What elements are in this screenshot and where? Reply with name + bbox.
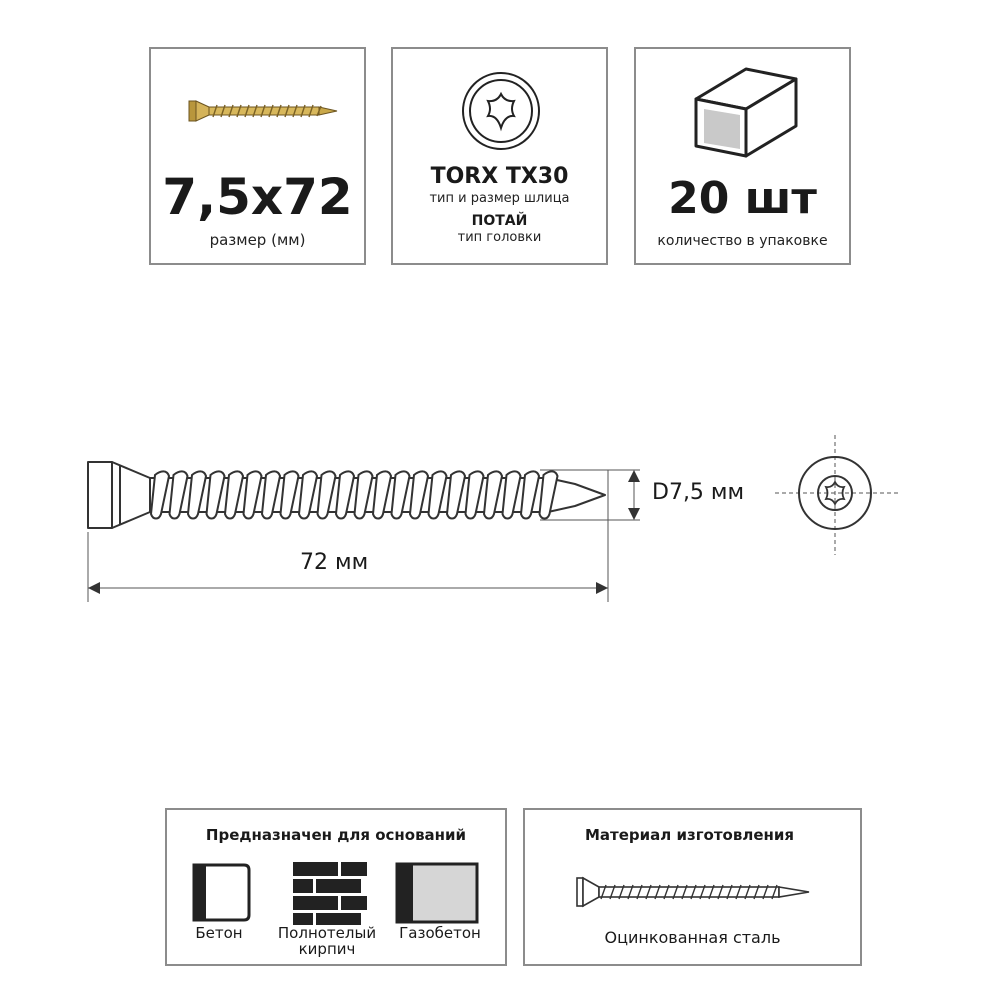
brick-wall-icon [291, 860, 381, 930]
pack-value: 20 шт [668, 173, 817, 224]
base-label-brick-text: Полнотелый кирпич [277, 924, 377, 958]
material-title: Материал изготовления [585, 826, 795, 844]
head-caption: тип головки [457, 230, 542, 245]
drive-title: TORX TX30 [430, 164, 569, 189]
bases-card [165, 808, 507, 966]
diameter-label: D7,5 мм [652, 480, 745, 505]
drive-caption: тип и размер шлица [429, 191, 570, 206]
base-label-concrete: Бетон [195, 924, 243, 942]
bases-title: Предназначен для оснований [205, 826, 467, 844]
concrete-block-icon [189, 860, 269, 930]
aerated-block-icon [393, 860, 483, 930]
length-label: 72 мм [300, 550, 369, 575]
size-value: 7,5x72 [162, 168, 353, 226]
head-title: ПОТАЙ [471, 213, 528, 229]
size-caption: размер (мм) [209, 231, 306, 249]
pack-caption: количество в упаковке [657, 233, 828, 249]
base-label-aerated: Газобетон [399, 924, 481, 942]
material-label: Оцинкованная сталь [604, 928, 781, 947]
material-card [523, 808, 862, 966]
base-label-brick [272, 925, 382, 957]
